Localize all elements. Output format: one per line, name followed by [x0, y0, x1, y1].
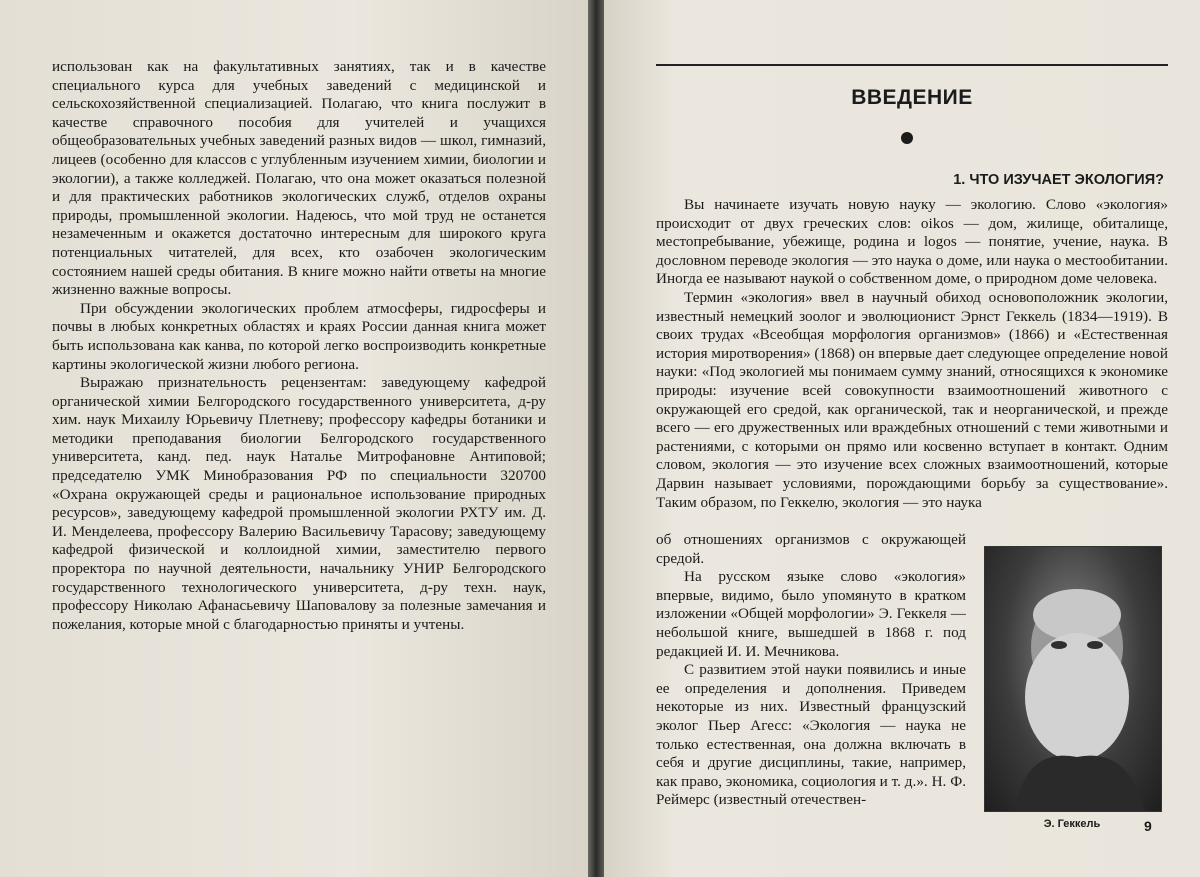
right-page-narrow-text — [656, 531, 966, 810]
portrait-illustration — [985, 547, 1161, 811]
right-paragraph-4: На русском языке слово «экология» впервые, видимо, было упомянуто в кратком изложении «Общей морфологии» Э. Геккеля — небольшой книге, вышедшей в 1868 г. под редакцией И. И. Мечникова. — [656, 568, 966, 660]
book-gutter — [588, 0, 604, 877]
left-paragraph-1: использован как на факультативных занятиях, так и в качестве специального курса для учебных заведений с медицинской и сельскохозяйственной специализацией. Полагаю, что книга послужит в качестве справочного пособия для учителей и учащихся общеобразовательных учебных заведений разных видов — школ, гимназий, лицеев (особенно для классов с углубленным изучением химии, биологии и экологии), а также колледжей. Полагаю, что она может оказаться полезной и для практических работников экологических служб, отделов охраны природы, промышленной экологии. Надеюсь, что мой труд не останется незамеченным и окажется достаточно интересным для широкого круга потенциальных читателей, для всех, кто озабочен экологическим состоянием нашей среды обитания. В книге можно найти ответы на многие жизненно важные вопросы. — [52, 58, 546, 299]
right-paragraph-5: С развитием этой науки появились и иные ее определения и дополнения. Приведем некоторые из них. Известный французский эколог Пьер Агесс: «Экология — наука не только естественная, она должна включать в себя и другие дисциплины, такие, например, как право, экономика, социология и т. д.». Н. Ф. Реймерс (известный отечествен- — [656, 661, 966, 809]
chapter-heading: ВВЕДЕНИЕ — [851, 86, 973, 109]
right-paragraph-1: Вы начинаете изучать новую науку — экологию. Слово «экология» происходит от двух греческих слов: oikos — дом, жилище, обиталище, местопребывание, убежище, родина и logos — понятие, учение, наука. В дословном переводе экология — это наука о доме, или наука о местообитании. Иногда ее называют наукой о собственном доме, о природном доме человека. — [656, 196, 1168, 288]
left-page-text — [52, 58, 546, 634]
top-rule — [656, 64, 1168, 66]
right-page-text — [656, 196, 1168, 512]
left-paragraph-2: При обсуждении экологических проблем атмосферы, гидросферы и почвы в любых конкретных областях и краях России данная книга может быть использована как канва, по которой легко воспроизводить конкретные картины экологической жизни любого региона. — [52, 299, 546, 373]
haeckel-portrait — [984, 546, 1162, 812]
bullet-ornament — [901, 132, 913, 144]
portrait-caption: Э. Геккель — [1043, 818, 1101, 830]
page-number: 9 — [1144, 818, 1152, 834]
right-paragraph-2: Термин «экология» ввел в научный обиход основоположник экологии, известный немецкий зоолог и эволюционист Эрнст Геккель (1834—1919). В своих трудах «Всеобщая морфология организмов» (1866) и «Естественная история миротворения» (1868) он впервые дает следующее определение новой науки: «Под экологией мы понимаем сумму знаний, относящихся к экономике природы: изучение всей совокупности взаимоотношений животного с окружающей его средой, как органической, так и неорганической, и прежде всего — его дружественных или враждебных отношений с теми животными и растениями, с которыми он прямо или косвенно вступает в контакт. Одним словом, экология — это изучение всех сложных взаимоотношений, которые Дарвин называет условиями, порождающими борьбу за существование». Таким образом, по Геккелю, экология — это наука — [656, 288, 1168, 511]
left-page — [0, 0, 588, 877]
right-paragraph-3: об отношениях организмов с окружающей средой. — [656, 531, 966, 567]
section-title: 1. ЧТО ИЗУЧАЕТ ЭКОЛОГИЯ? — [953, 172, 1164, 188]
right-page — [604, 0, 1200, 877]
left-paragraph-3: Выражаю признательность рецензентам: заведующему кафедрой органической химии Белгородского государственного университета, д-ру хим. наук Михаилу Юрьевичу Плетневу; профессору кафедры ботаники и методики преподавания биологии Белгородского государственного университета, канд. пед. наук Наталье Митрофановне Антиповой; председателю УМК Минобразования РФ по специальности 320700 «Охрана окружающей среды и рациональное использование природных ресурсов», заведующему кафедрой промышленной экологии РХТУ им. Д. И. Менделеева, профессору Валерию Васильевичу Тарасову; заведующему кафедрой физической и коллоидной химии, заместителю первого проректора по научной деятельности, начальнику УНИР Белгородского государственного технологического университета, д-ру техн. наук, профессору Николаю Афанасьевичу Шаповалову за полезные замечания и пожелания, которые мной с благодарностью приняты и учтены. — [52, 374, 546, 633]
